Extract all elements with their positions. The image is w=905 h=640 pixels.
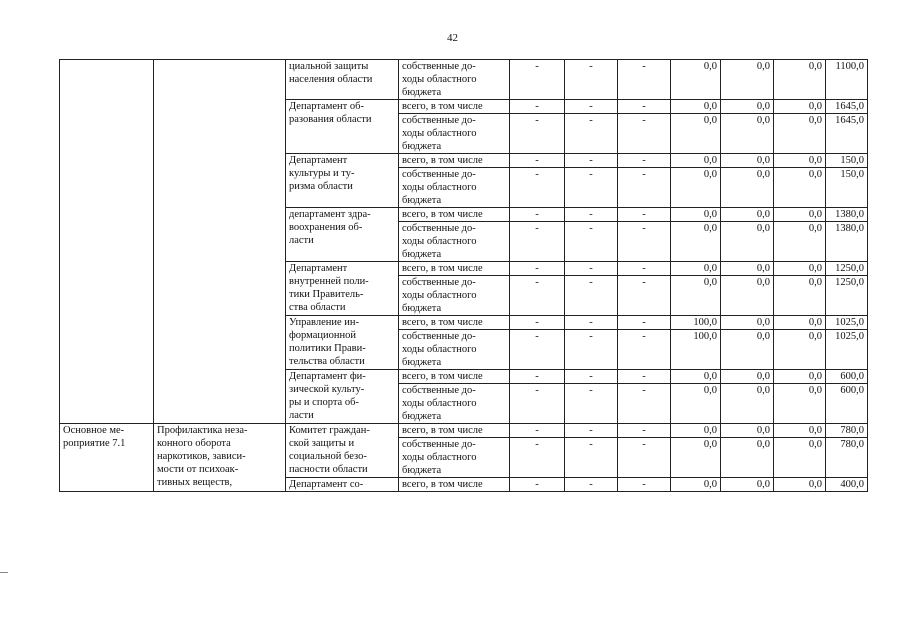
amount-cell: 0,0 <box>774 168 826 208</box>
dash-cell: - <box>510 276 565 316</box>
dash-cell: - <box>565 154 618 168</box>
dash-cell: - <box>565 222 618 262</box>
dash-cell: - <box>565 168 618 208</box>
funding-source-cell: собственные до- ходы областного бюджета <box>399 222 510 262</box>
amount-cell: 0,0 <box>774 330 826 370</box>
amount-cell: 0,0 <box>721 370 774 384</box>
amount-cell: 0,0 <box>721 168 774 208</box>
dash-cell: - <box>510 316 565 330</box>
amount-cell: 0,0 <box>774 60 826 100</box>
table-row <box>60 60 868 100</box>
dash-cell: - <box>565 114 618 154</box>
dash-cell: - <box>618 478 671 492</box>
amount-cell: 0,0 <box>671 424 721 438</box>
amount-cell: 0,0 <box>721 276 774 316</box>
amount-cell: 1100,0 <box>826 60 868 100</box>
amount-cell: 0,0 <box>671 370 721 384</box>
amount-cell: 0,0 <box>774 114 826 154</box>
funding-source-cell: всего, в том числе <box>399 208 510 222</box>
amount-cell: 1025,0 <box>826 316 868 330</box>
amount-cell: 1250,0 <box>826 262 868 276</box>
dash-cell: - <box>618 60 671 100</box>
amount-cell: 0,0 <box>774 154 826 168</box>
funding-source-cell: собственные до- ходы областного бюджета <box>399 330 510 370</box>
activity-code-cell: Основное ме- роприятие 7.1 <box>60 424 154 492</box>
dash-cell: - <box>618 438 671 478</box>
executor-cell: Департамент культуры и ту- ризма области <box>286 154 399 208</box>
executor-cell: циальной защиты населения области <box>286 60 399 100</box>
amount-cell: 0,0 <box>721 438 774 478</box>
amount-cell: 0,0 <box>721 384 774 424</box>
amount-cell: 0,0 <box>671 438 721 478</box>
amount-cell: 0,0 <box>671 478 721 492</box>
executor-cell: Комитет граждан- ской защиты и социальной безо- пасности области <box>286 424 399 478</box>
amount-cell: 0,0 <box>721 208 774 222</box>
dash-cell: - <box>510 330 565 370</box>
dash-cell: - <box>565 438 618 478</box>
amount-cell: 0,0 <box>774 384 826 424</box>
amount-cell: 1380,0 <box>826 222 868 262</box>
dash-cell: - <box>565 316 618 330</box>
amount-cell: 0,0 <box>774 222 826 262</box>
funding-source-cell: всего, в том числе <box>399 154 510 168</box>
amount-cell: 0,0 <box>721 424 774 438</box>
amount-cell: 150,0 <box>826 168 868 208</box>
dash-cell: - <box>510 114 565 154</box>
amount-cell: 780,0 <box>826 424 868 438</box>
dash-cell: - <box>510 384 565 424</box>
dash-cell: - <box>565 208 618 222</box>
dash-cell: - <box>510 370 565 384</box>
activity-name-cell <box>154 60 286 424</box>
dash-cell: - <box>565 384 618 424</box>
dash-cell: - <box>618 330 671 370</box>
amount-cell: 100,0 <box>671 330 721 370</box>
dash-cell: - <box>510 100 565 114</box>
dash-cell: - <box>618 208 671 222</box>
dash-cell: - <box>510 222 565 262</box>
amount-cell: 0,0 <box>721 478 774 492</box>
amount-cell: 0,0 <box>671 100 721 114</box>
dash-cell: - <box>510 424 565 438</box>
amount-cell: 0,0 <box>671 222 721 262</box>
funding-source-cell: собственные до- ходы областного бюджета <box>399 60 510 100</box>
dash-cell: - <box>565 262 618 276</box>
dash-cell: - <box>618 262 671 276</box>
dash-cell: - <box>618 276 671 316</box>
dash-cell: - <box>618 100 671 114</box>
page-number: 42 <box>447 32 458 44</box>
activity-name-cell: Профилактика неза- конного оборота наркотиков, зависи- мости от психоак- тивных веществ, <box>154 424 286 492</box>
amount-cell: 0,0 <box>671 168 721 208</box>
dash-cell: - <box>565 424 618 438</box>
dash-cell: - <box>565 100 618 114</box>
amount-cell: 0,0 <box>774 478 826 492</box>
table-body <box>60 60 868 492</box>
executor-cell: Управление ин- формационной политики Прави- тельства области <box>286 316 399 370</box>
amount-cell: 150,0 <box>826 154 868 168</box>
amount-cell: 0,0 <box>721 262 774 276</box>
dash-cell: - <box>618 424 671 438</box>
amount-cell: 0,0 <box>774 262 826 276</box>
amount-cell: 0,0 <box>774 208 826 222</box>
amount-cell: 600,0 <box>826 384 868 424</box>
amount-cell: 1250,0 <box>826 276 868 316</box>
dash-cell: - <box>565 478 618 492</box>
amount-cell: 0,0 <box>721 154 774 168</box>
amount-cell: 600,0 <box>826 370 868 384</box>
amount-cell: 0,0 <box>671 262 721 276</box>
funding-source-cell: всего, в том числе <box>399 262 510 276</box>
dash-cell: - <box>618 154 671 168</box>
dash-cell: - <box>510 208 565 222</box>
table-row <box>60 424 868 438</box>
dash-cell: - <box>565 60 618 100</box>
amount-cell: 780,0 <box>826 438 868 478</box>
funding-source-cell: собственные до- ходы областного бюджета <box>399 276 510 316</box>
dash-cell: - <box>565 330 618 370</box>
dash-cell: - <box>618 370 671 384</box>
activity-code-cell <box>60 60 154 424</box>
dash-cell: - <box>618 168 671 208</box>
amount-cell: 0,0 <box>774 438 826 478</box>
amount-cell: 0,0 <box>671 60 721 100</box>
amount-cell: 0,0 <box>774 276 826 316</box>
amount-cell: 0,0 <box>774 424 826 438</box>
amount-cell: 0,0 <box>721 330 774 370</box>
budget-table <box>59 59 868 492</box>
executor-cell: Департамент внутренней поли- тики Правитель- ства области <box>286 262 399 316</box>
funding-source-cell: собственные до- ходы областного бюджета <box>399 114 510 154</box>
funding-source-cell: всего, в том числе <box>399 424 510 438</box>
amount-cell: 0,0 <box>671 276 721 316</box>
dash-cell: - <box>618 316 671 330</box>
dash-cell: - <box>618 384 671 424</box>
dash-cell: - <box>510 168 565 208</box>
amount-cell: 0,0 <box>671 208 721 222</box>
amount-cell: 0,0 <box>774 370 826 384</box>
funding-source-cell: всего, в том числе <box>399 100 510 114</box>
amount-cell: 400,0 <box>826 478 868 492</box>
funding-source-cell: всего, в том числе <box>399 316 510 330</box>
amount-cell: 1645,0 <box>826 114 868 154</box>
executor-cell: Департамент со- <box>286 478 399 492</box>
dash-cell: - <box>510 262 565 276</box>
funding-source-cell: собственные до- ходы областного бюджета <box>399 168 510 208</box>
dash-cell: - <box>510 478 565 492</box>
dash-cell: - <box>510 60 565 100</box>
amount-cell: 0,0 <box>671 384 721 424</box>
funding-source-cell: всего, в том числе <box>399 478 510 492</box>
amount-cell: 0,0 <box>774 100 826 114</box>
amount-cell: 1645,0 <box>826 100 868 114</box>
margin-mark <box>0 572 8 573</box>
funding-source-cell: всего, в том числе <box>399 370 510 384</box>
funding-source-cell: собственные до- ходы областного бюджета <box>399 384 510 424</box>
dash-cell: - <box>618 222 671 262</box>
executor-cell: Департамент об- разования области <box>286 100 399 154</box>
executor-cell: департамент здра- воохранения об- ласти <box>286 208 399 262</box>
amount-cell: 0,0 <box>721 100 774 114</box>
amount-cell: 0,0 <box>671 154 721 168</box>
executor-cell: Департамент фи- зической культу- ры и спорта об- ласти <box>286 370 399 424</box>
amount-cell: 1025,0 <box>826 330 868 370</box>
dash-cell: - <box>565 276 618 316</box>
amount-cell: 1380,0 <box>826 208 868 222</box>
amount-cell: 0,0 <box>721 114 774 154</box>
amount-cell: 0,0 <box>671 114 721 154</box>
amount-cell: 0,0 <box>721 222 774 262</box>
amount-cell: 100,0 <box>671 316 721 330</box>
amount-cell: 0,0 <box>721 316 774 330</box>
dash-cell: - <box>510 438 565 478</box>
dash-cell: - <box>510 154 565 168</box>
dash-cell: - <box>565 370 618 384</box>
amount-cell: 0,0 <box>774 316 826 330</box>
amount-cell: 0,0 <box>721 60 774 100</box>
dash-cell: - <box>618 114 671 154</box>
funding-source-cell: собственные до- ходы областного бюджета <box>399 438 510 478</box>
